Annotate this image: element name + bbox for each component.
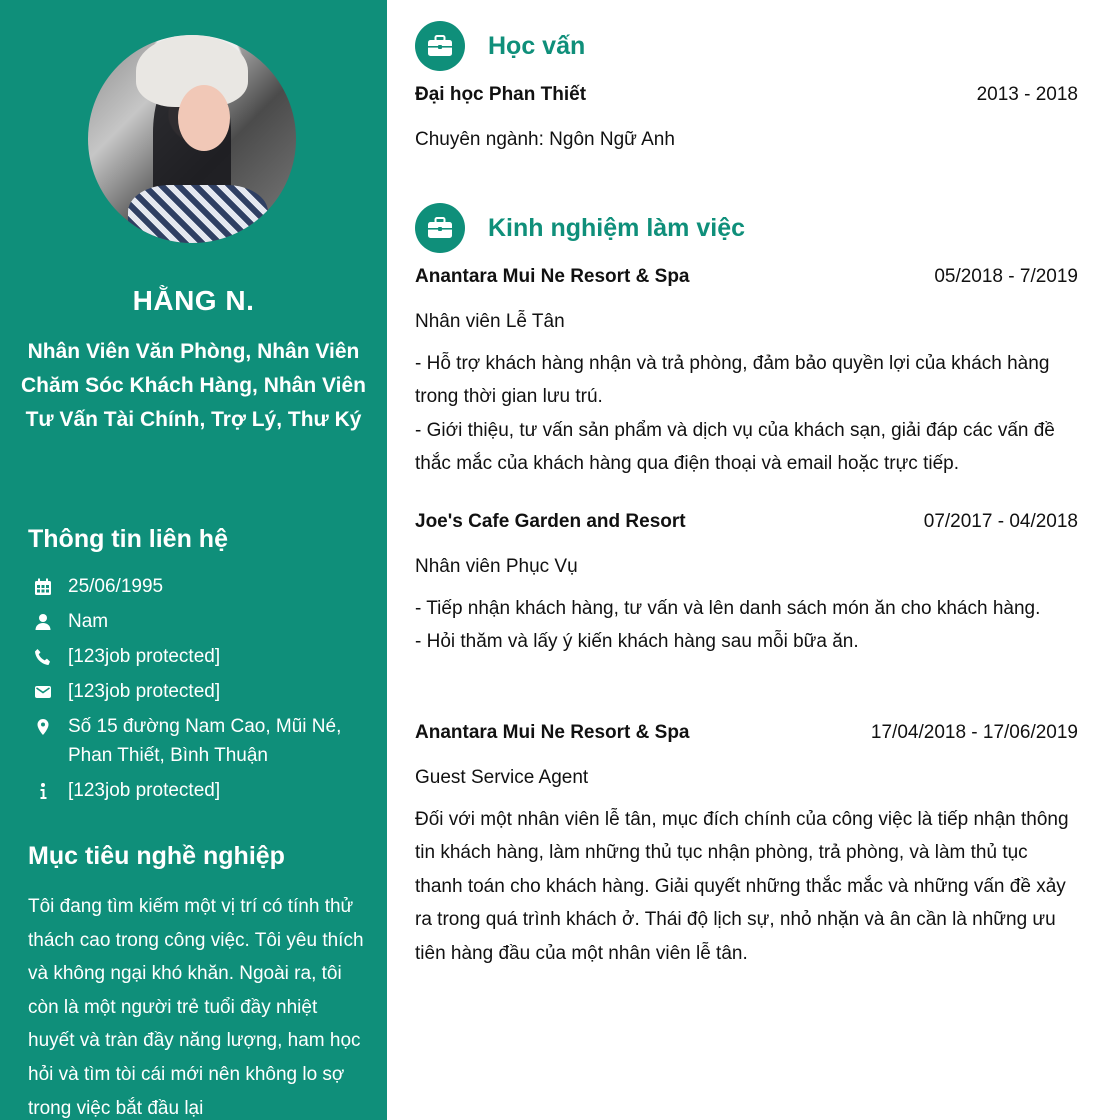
job-company: Joe's Cafe Garden and Resort (415, 511, 686, 532)
profile-name: HẰNG N. (132, 285, 255, 316)
contact-list (34, 572, 364, 811)
job-period: 17/04/2018 - 17/06/2019 (870, 722, 1078, 743)
contact-title: Thông tin liên hệ (28, 525, 228, 553)
calendar-icon (34, 572, 68, 601)
contact-gender (34, 607, 364, 636)
info-icon (34, 776, 68, 805)
job-company: Anantara Mui Ne Resort & Spa (415, 722, 690, 743)
job-position: Guest Service Agent (415, 767, 589, 788)
contact-phone (34, 642, 364, 671)
briefcase-icon (415, 203, 465, 253)
education-major: Chuyên ngành: Ngôn Ngữ Anh (415, 129, 675, 150)
sidebar (0, 0, 387, 1120)
briefcase-icon (415, 21, 465, 71)
job-entry (415, 508, 1078, 659)
education-entry (415, 81, 1078, 157)
avatar (88, 35, 296, 243)
profile-headline: Nhân Viên Văn Phòng, Nhân Viên Chăm Sóc Khách Hàng, Nhân Viên Tư Vấn Tài Chính, Trợ Lý, Thư Ký (20, 340, 366, 431)
contact-info-text: [123job protected] (68, 780, 221, 801)
contact-birthday-text: 25/06/1995 (68, 576, 164, 597)
job-description: Đối với một nhân viên lễ tân, mục đích chính của công việc là tiếp nhận thông tin khách hàng, làm những thủ tục nhận phòng, trả phòng, và làm thủ tục thanh toán cho khách hàng. Giải quyết những thắc mắc và những vấn đề xảy ra trong quá trình khách ở. Thái độ lịch sự, nhỏ nhặn và ân cần là những ưu tiên hàng đầu của một nhân viên lễ tân. (415, 808, 1069, 964)
education-school: Đại học Phan Thiết (415, 84, 587, 105)
map-marker-icon (34, 712, 68, 741)
contact-email (34, 677, 364, 706)
contact-email-text: [123job protected] (68, 681, 221, 702)
job-description: - Tiếp nhận khách hàng, tư vấn và lên danh sách món ăn cho khách hàng. - Hỏi thăm và lấy ý kiến khách hàng sau mỗi bữa ăn. (415, 597, 1041, 653)
job-description: - Hỗ trợ khách hàng nhận và trả phòng, đảm bảo quyền lợi của khách hàng trong thời gian lưu trú. - Giới thiệu, tư vấn sản phẩm và dịch vụ của khách sạn, giải đáp các vấn đề thắc mắc của khách hàng qua điện thoại và email hoặc trực tiếp. (415, 352, 1055, 475)
job-period: 07/2017 - 04/2018 (923, 511, 1078, 532)
objective-text: Tôi đang tìm kiếm một vị trí có tính thử thách cao trong công việc. Tôi yêu thích và không ngại khó khăn. Ngoài ra, tôi còn là một người trẻ tuổi đầy nhiệt huyết và tràn đầy năng lượng, ham học hỏi và tìm tòi cái mới nên không lo sợ trong việc bắt đầu lại (28, 896, 364, 1119)
phone-icon (34, 642, 68, 671)
job-entry (415, 719, 1078, 971)
contact-birthday (34, 572, 364, 601)
experience-title: Kinh nghiệm làm việc (488, 213, 746, 242)
contact-address-text: Số 15 đường Nam Cao, Mũi Né, Phan Thiết, Bình Thuận (68, 716, 342, 766)
contact-info (34, 776, 364, 805)
job-position: Nhân viên Phục Vụ (415, 556, 578, 577)
job-entry (415, 263, 1078, 481)
job-position: Nhân viên Lễ Tân (415, 311, 565, 332)
experience-header (415, 203, 745, 253)
education-header (415, 21, 585, 71)
contact-phone-text: [123job protected] (68, 646, 221, 667)
education-period: 2013 - 2018 (976, 84, 1078, 105)
contact-address (34, 712, 364, 770)
job-period: 05/2018 - 7/2019 (934, 266, 1078, 287)
education-title: Học vấn (488, 31, 586, 60)
objective-title: Mục tiêu nghề nghiệp (28, 842, 285, 870)
user-icon (34, 607, 68, 636)
contact-gender-text: Nam (68, 611, 109, 632)
envelope-icon (34, 677, 68, 706)
job-company: Anantara Mui Ne Resort & Spa (415, 266, 690, 287)
